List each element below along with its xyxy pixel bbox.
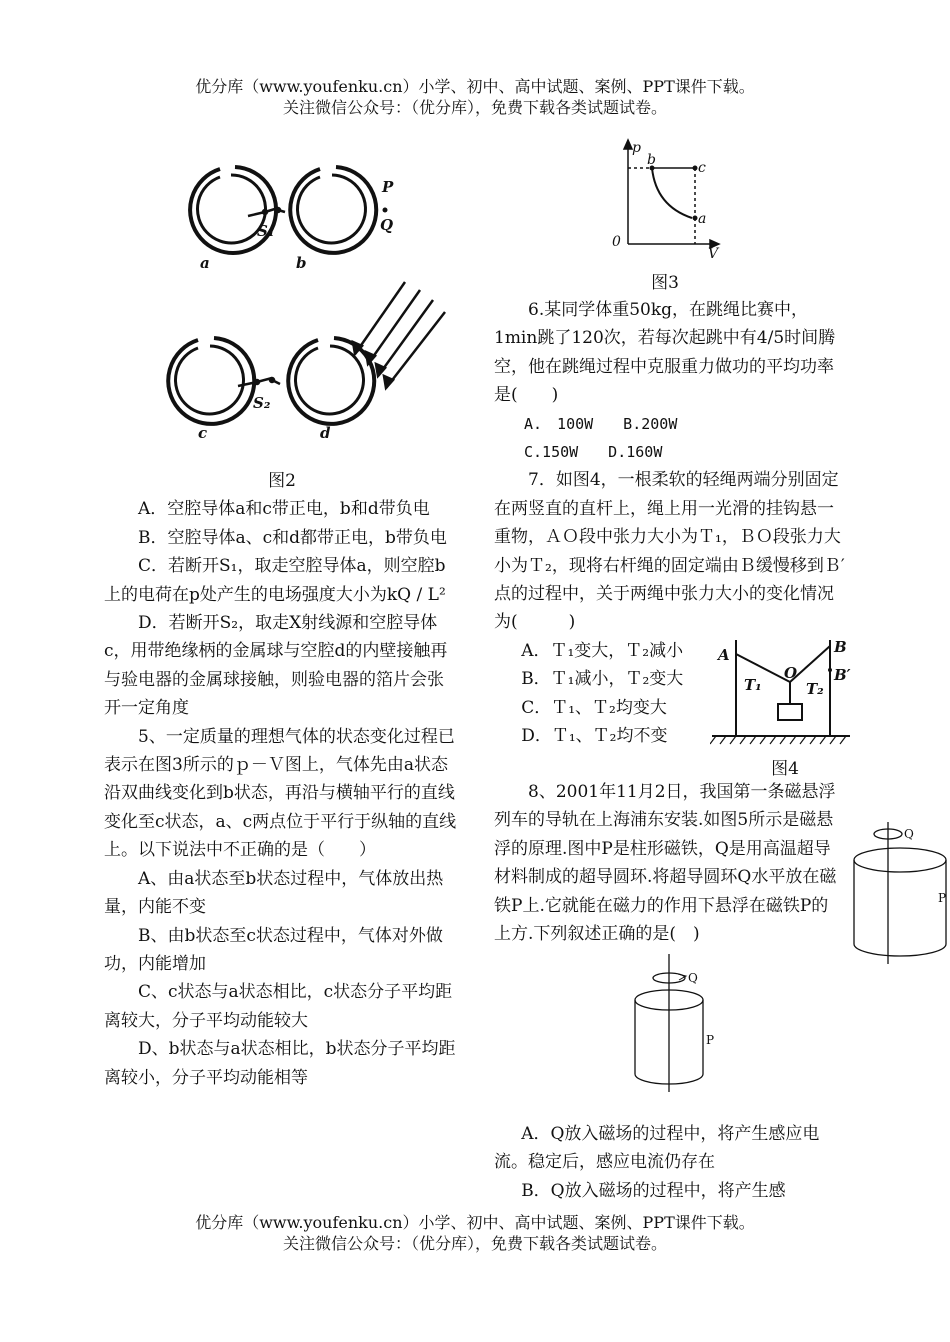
label-t1: T₁ [744,676,762,694]
page-footer [0,1212,950,1254]
conductor-b-inner [297,175,365,243]
label-q: Q [688,971,698,985]
q5-option-b: B、由b状态至c状态过程中，气体对外做功，内能增加 [104,925,443,974]
q6-options-row-1: A. 100W B.200W [524,414,678,433]
label-origin: 0 [612,234,621,250]
q7-stem: 7．如图4，一根柔软的轻绳两端分别固定在两竖直的直杆上，绳上用一光滑的挂钩悬一重物，ＡＯ段中张力大小为Ｔ₁，ＢＯ段张力大小为Ｔ₂，现将右杆绳的固定端由Ｂ缓慢移到Ｂ′点的过程中，关于两绳中张力大小的变化情况为( ) [494,470,845,633]
label-b-prime: B′ [834,666,851,684]
q6-options-row-2: C.150W D.160W [524,443,663,462]
conductor-d-outer [288,338,374,424]
label-a-point: a [698,211,707,227]
hanging-weight [778,704,802,720]
q8-option-a: A．Q放入磁场的过程中，将产生感应电流。稳定后，感应电流仍存在 [494,1124,820,1173]
q7-option-a: A．Ｔ₁变大，Ｔ₂减小 [521,641,684,661]
conductor-c-outer [168,338,254,424]
header-line-2: 关注微信公众号：（优分库），免费下载各类试题试卷。 [282,98,667,117]
q4-option-b: B．空腔导体a、c和d都带正电，b带负电 [138,527,447,548]
left-column [104,467,460,1092]
q7-option-b: B．Ｔ₁减小，Ｔ₂变大 [521,669,684,690]
hyperbola-a-b [652,168,692,218]
label-s2: S₂ [253,394,271,412]
label-b: b [296,254,307,272]
conductor-b-outer [290,167,376,253]
q8-stem-block [494,778,844,978]
figure-4-caption: 图4 [771,759,799,779]
q4-option-a: A．空腔导体a和c带正电，b和d带负电 [138,499,430,520]
xray-arrows [353,282,445,388]
q5-option-d: D、b状态与a状态相比，b状态分子平均距离较小，分子平均动能相等 [104,1039,456,1088]
right-column-top [494,296,846,637]
figure-3-pv-diagram [600,136,730,266]
q6-stem: 6.某同学体重50kg，在跳绳比赛中，1min跳了120次，若每次起跳中有4/5时间腾空，他在跳绳过程中克服重力做功的平均功率是( ) [494,300,836,406]
label-d: d [320,424,331,442]
label-s1: S₁ [257,222,275,240]
label-o: O [784,664,798,682]
ground-hatch [710,736,846,744]
q5-option-c: C、c状态与a状态相比，c状态分子平均距离较大，分子平均动能较大 [104,982,453,1031]
label-p: P [382,178,394,196]
figure-5-magnet [628,952,748,1102]
figure-3-caption: 图3 [651,273,679,293]
p-axis-arrow [624,140,632,149]
figure-5-magnet-right [850,822,950,970]
label-p: P [706,1033,715,1047]
label-q: Q [380,216,394,234]
header-line-1: 优分库（www.youfenku.cn）小学、初中、高中试题、案例、PPT课件下载。 [195,77,755,96]
figure-2-caption: 图2 [268,471,296,491]
figure-4-diagram [710,634,852,746]
label-a: a [200,254,210,272]
q7-option-d: D．Ｔ₁、Ｔ₂均不变 [521,726,668,747]
conductor-a-inner [197,175,265,243]
figure-2-diagram [140,132,450,457]
footer-line-2: 关注微信公众号：（优分库），免费下载各类试题试卷。 [282,1234,667,1253]
label-t2: T₂ [806,680,824,698]
point-marker [383,208,388,213]
q4-option-d: D．若断开S₂，取走X射线源和空腔导体c，用带绝缘柄的金属球与空腔d的内壁接触再与验电器的金属球接触，则验电器的箔片会张开一定角度 [104,613,448,719]
q4-option-c: C．若断开S₁，取走空腔导体a，则空腔b上的电荷在p处产生的电场强度大小为kQ / L² [104,556,446,605]
q8-stem: 8、2001年11月2日，我国第一条磁悬浮列车的导轨在上海浦东安装.如图5所示是磁悬浮的原理.图中P是柱形磁铁，Q是用高温超导材料制成的超导圆环.将超导圆环Q水平放在磁铁P上.它就能在磁力的作用下悬浮在磁铁P的上方.下列叙述正确的是( ) [494,782,837,945]
q7-option-c: C．Ｔ₁、Ｔ₂均变大 [521,697,667,718]
label-p: P [938,891,947,905]
q7-options [494,637,714,751]
label-p-axis: p [632,140,641,156]
label-b-point: b [647,152,656,168]
page-header [0,76,950,118]
label-c: c [198,424,208,442]
q5-option-a: A、由a状态至b状态过程中，气体放出热量，内能不变 [104,868,444,918]
conductor-d-inner [295,346,363,414]
q8-option-b: B．Q放入磁场的过程中，将产生感 [521,1180,786,1201]
label-v-axis: V [708,246,719,262]
label-a: A [718,646,730,664]
footer-line-1: 优分库（www.youfenku.cn）小学、初中、高中试题、案例、PPT课件下载。 [195,1213,755,1232]
conductor-c-inner [175,346,243,414]
q5-stem: 5、一定质量的理想气体的状态变化过程已表示在图3所示的ｐ－Ｖ图上，气体先由a状态沿双曲线变化到b状态，再沿与横轴平行的直线变化至c状态，a、c两点位于平行于纵轴的直线上。以下说法中不正确的是（ ） [104,726,457,861]
label-q: Q [904,827,914,841]
label-b: B [834,638,847,656]
label-c-point: c [698,160,706,176]
q8-options [494,1120,846,1205]
